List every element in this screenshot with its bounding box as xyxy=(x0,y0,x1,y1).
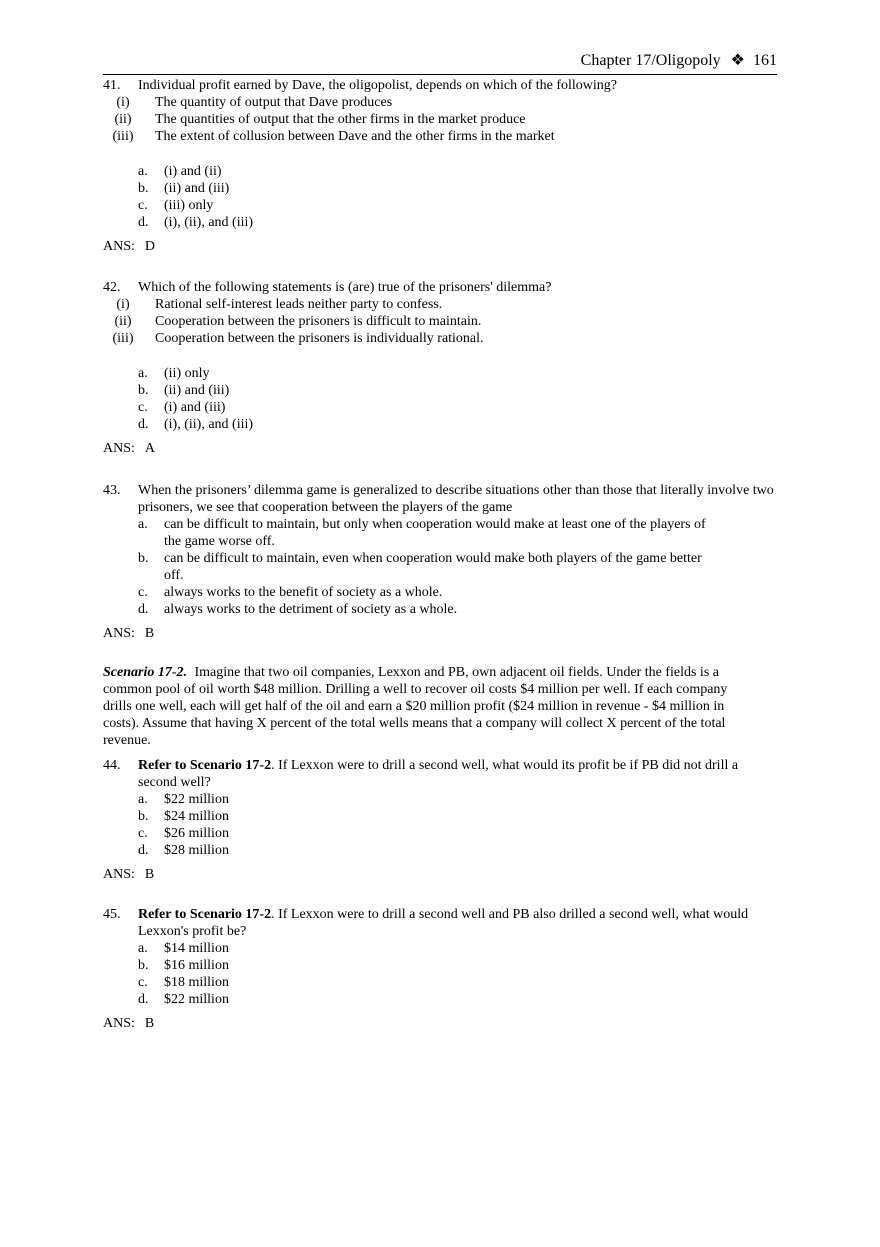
question-text: Individual profit earned by Dave, the oligopolist, depends on which of the following? xyxy=(138,78,618,93)
roman-item: (ii) Cooperation between the prisoners is difficult to maintain. xyxy=(114,314,482,329)
option-d: d. always works to the detriment of society as a whole. xyxy=(138,602,458,617)
page-header xyxy=(103,52,777,75)
option-b: b. (ii) and (iii) xyxy=(138,383,230,398)
question-43 xyxy=(103,482,777,642)
page-number: 161 xyxy=(753,52,777,69)
option-a: a. (ii) only xyxy=(138,366,210,381)
answer-line: ANS: D xyxy=(103,239,156,254)
option-c: c. $18 million xyxy=(138,975,229,990)
option-c: c. (i) and (iii) xyxy=(138,400,226,415)
answer-key: B xyxy=(144,867,155,882)
option-b: b. can be difficult to maintain, even when cooperation would make both players of the game better off. xyxy=(138,551,702,583)
question-number: 43. xyxy=(103,483,121,498)
option-d: d. (i), (ii), and (iii) xyxy=(138,417,254,432)
answer-line: ANS: B xyxy=(103,626,155,641)
option-c: c. always works to the benefit of society as a whole. xyxy=(138,585,443,600)
option-d: d. $22 million xyxy=(138,992,229,1007)
roman-item: (i) The quantity of output that Dave produces xyxy=(116,95,393,110)
answer-options xyxy=(103,365,777,433)
option-b: b. $16 million xyxy=(138,958,229,973)
question-45 xyxy=(103,906,777,1032)
question-number: 42. xyxy=(103,280,121,295)
answer-key: A xyxy=(144,441,156,456)
chapter-title: Chapter 17/Oligopoly xyxy=(580,52,721,69)
question-stem xyxy=(103,77,777,94)
question-text: . If Lexxon were to drill a second well and PB also drilled a second well, what would Lexxon's profit be? xyxy=(138,907,749,939)
question-44 xyxy=(103,757,777,883)
scenario-label: Scenario 17-2. xyxy=(103,665,187,680)
diamond-icon: ❖ xyxy=(730,52,745,69)
question-text: . If Lexxon were to drill a second well, what would its profit be if PB did not drill a second well? xyxy=(138,758,739,790)
answer-options xyxy=(103,940,777,1008)
question-number: 45. xyxy=(103,907,121,922)
question-stem xyxy=(103,757,768,791)
option-b: b. $24 million xyxy=(138,809,229,824)
answer-key: B xyxy=(144,626,155,641)
question-text: When the prisoners’ dilemma game is generalized to describe situations other than those that literally involve two prisoners, we see that cooperation between the players of the game xyxy=(138,483,774,515)
option-a: a. $14 million xyxy=(138,941,229,956)
option-c: c. $26 million xyxy=(138,826,229,841)
scenario-reference: Refer to Scenario 17-2 xyxy=(138,758,272,773)
roman-item: (ii) The quantities of output that the other firms in the market produce xyxy=(114,112,526,127)
option-d: d. $28 million xyxy=(138,843,229,858)
answer-line: ANS: B xyxy=(103,867,155,882)
scenario-text: Imagine that two oil companies, Lexxon and PB, own adjacent oil fields. Under the fields is a common pool of oil worth $48 million. Drilling a well to recover oil costs $4 million per well. If each company drills one well, each will get half of the oil and earn a $20 million profit ($24 million in revenue - $4 million in costs). Assume that having X percent of the total wells means that a company will collect X percent of the total revenue. xyxy=(103,665,728,748)
option-a: a. can be difficult to maintain, but only when cooperation would make at least one of the players of the game worse off. xyxy=(138,517,706,549)
roman-item: (i) Rational self-interest leads neither party to confess. xyxy=(116,297,443,312)
option-d: d. (i), (ii), and (iii) xyxy=(138,215,254,230)
answer-options xyxy=(103,791,777,859)
option-a: a. (i) and (ii) xyxy=(138,164,222,179)
answer-options xyxy=(103,516,723,618)
roman-item: (iii) Cooperation between the prisoners is individually rational. xyxy=(112,331,484,346)
answer-options xyxy=(103,163,777,231)
roman-item: (iii) The extent of collusion between Dave and the other firms in the market xyxy=(112,129,555,144)
question-42 xyxy=(103,279,777,457)
answer-line: ANS: B xyxy=(103,1016,155,1031)
question-stem xyxy=(103,279,777,296)
scenario-17-2 xyxy=(103,664,748,749)
answer-key: B xyxy=(144,1016,155,1031)
question-number: 44. xyxy=(103,758,121,773)
question-stem xyxy=(103,906,777,940)
answer-key: D xyxy=(144,239,156,254)
option-b: b. (ii) and (iii) xyxy=(138,181,230,196)
option-c: c. (iii) only xyxy=(138,198,214,213)
question-text: Which of the following statements is (are) true of the prisoners' dilemma? xyxy=(138,280,552,295)
question-41 xyxy=(103,77,777,255)
option-a: a. $22 million xyxy=(138,792,229,807)
question-stem xyxy=(103,482,777,516)
question-number: 41. xyxy=(103,78,121,93)
answer-line: ANS: A xyxy=(103,441,156,456)
scenario-reference: Refer to Scenario 17-2 xyxy=(138,907,272,922)
